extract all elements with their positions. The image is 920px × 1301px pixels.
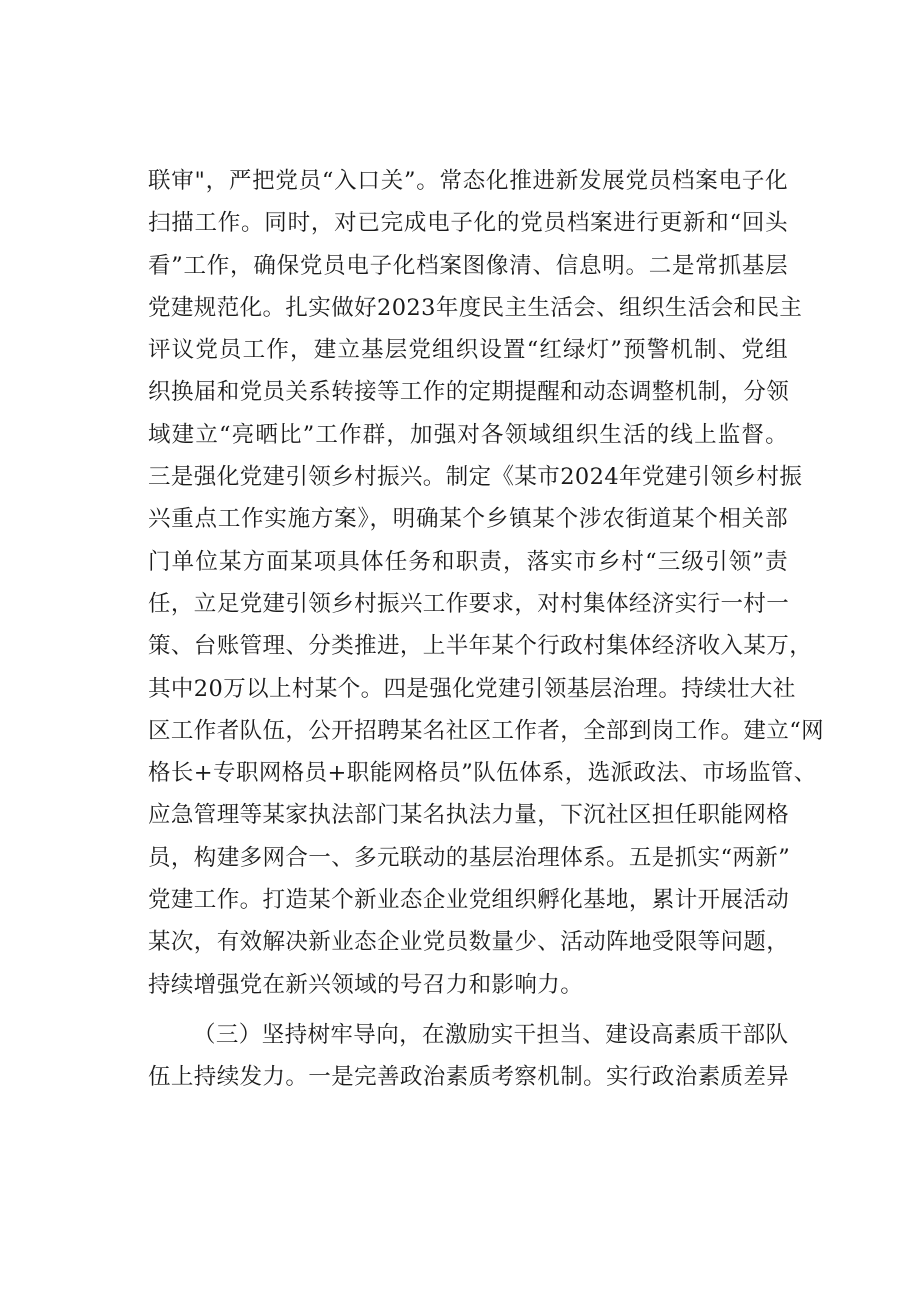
text-line: 兴重点工作实施方案》，明确某个乡镇某个涉农街道某个相关部 [148, 506, 788, 533]
text-line: 其中20万以上村某个。四是强化党建引领基层治理。持续壮大社 [148, 675, 796, 702]
text-line: 联审"，严把党员“入口关”。常态化推进新发展党员档案电子化 [148, 168, 788, 194]
text-line: 三是强化党建引领乡村振兴。制定《某市2024年党建引领乡村振 [148, 464, 803, 491]
text-line: 党建工作。打造某个新业态企业党组织孵化基地，累计开展活动 [148, 887, 790, 914]
paragraph-1 [148, 160, 825, 1006]
text-line: 区工作者队伍，公开招聘某名社区工作者，全部到岗工作。建立“网 [148, 717, 825, 744]
text-line: 评议党员工作，建立基层党组织设置“红绿灯”预警机制、党组 [148, 337, 788, 364]
text-line: 伍上持续发力。一是完善政治素质考察机制。实行政治素质差异 [148, 1064, 790, 1091]
text-line: 策、台账管理、分类推进，上半年某个行政村集体经济收入某万， [148, 633, 813, 660]
text-line: 持续增强党在新兴领域的号召力和影响力。 [148, 971, 584, 998]
text-line: 门单位某方面某项具体任务和职责，落实市乡村“三级引领”责 [148, 548, 788, 575]
text-line: 某次，有效解决新业态企业党员数量少、活动阵地受限等问题， [148, 929, 790, 956]
text-line: 织换届和党员关系转接等工作的定期提醒和动态调整机制，分领 [148, 379, 790, 406]
text-line: 党建规范化。扎实做好2023年度民主生活会、组织生活会和民主 [148, 294, 803, 321]
text-line: 域建立“亮晒比”工作群，加强对各领域组织生活的线上监督。 [148, 421, 788, 448]
document-body [148, 160, 825, 1099]
text-line: 员，构建多网合一、多元联动的基层治理体系。五是抓实“两新” [148, 844, 791, 871]
paragraph-2 [148, 1014, 788, 1099]
text-line: 扫描工作。同时，对已完成电子化的党员档案进行更新和“回头 [148, 210, 788, 237]
text-line: 看”工作，确保党员电子化档案图像清、信息明。二是常抓基层 [148, 252, 788, 279]
text-line: 格长+专职网格员+职能网格员”队伍体系，选派政法、市场监管、 [148, 760, 817, 787]
text-line: 应急管理等某家执法部门某名执法力量，下沉社区担任职能网格 [148, 802, 790, 829]
paragraph-spacer [148, 1006, 788, 1014]
text-line: 任，立足党建引领乡村振兴工作要求，对村集体经济实行一村一 [148, 590, 790, 617]
section-heading-line: （三）坚持树牢导向，在激励实干担当、建设高素质干部队 [193, 1021, 789, 1048]
